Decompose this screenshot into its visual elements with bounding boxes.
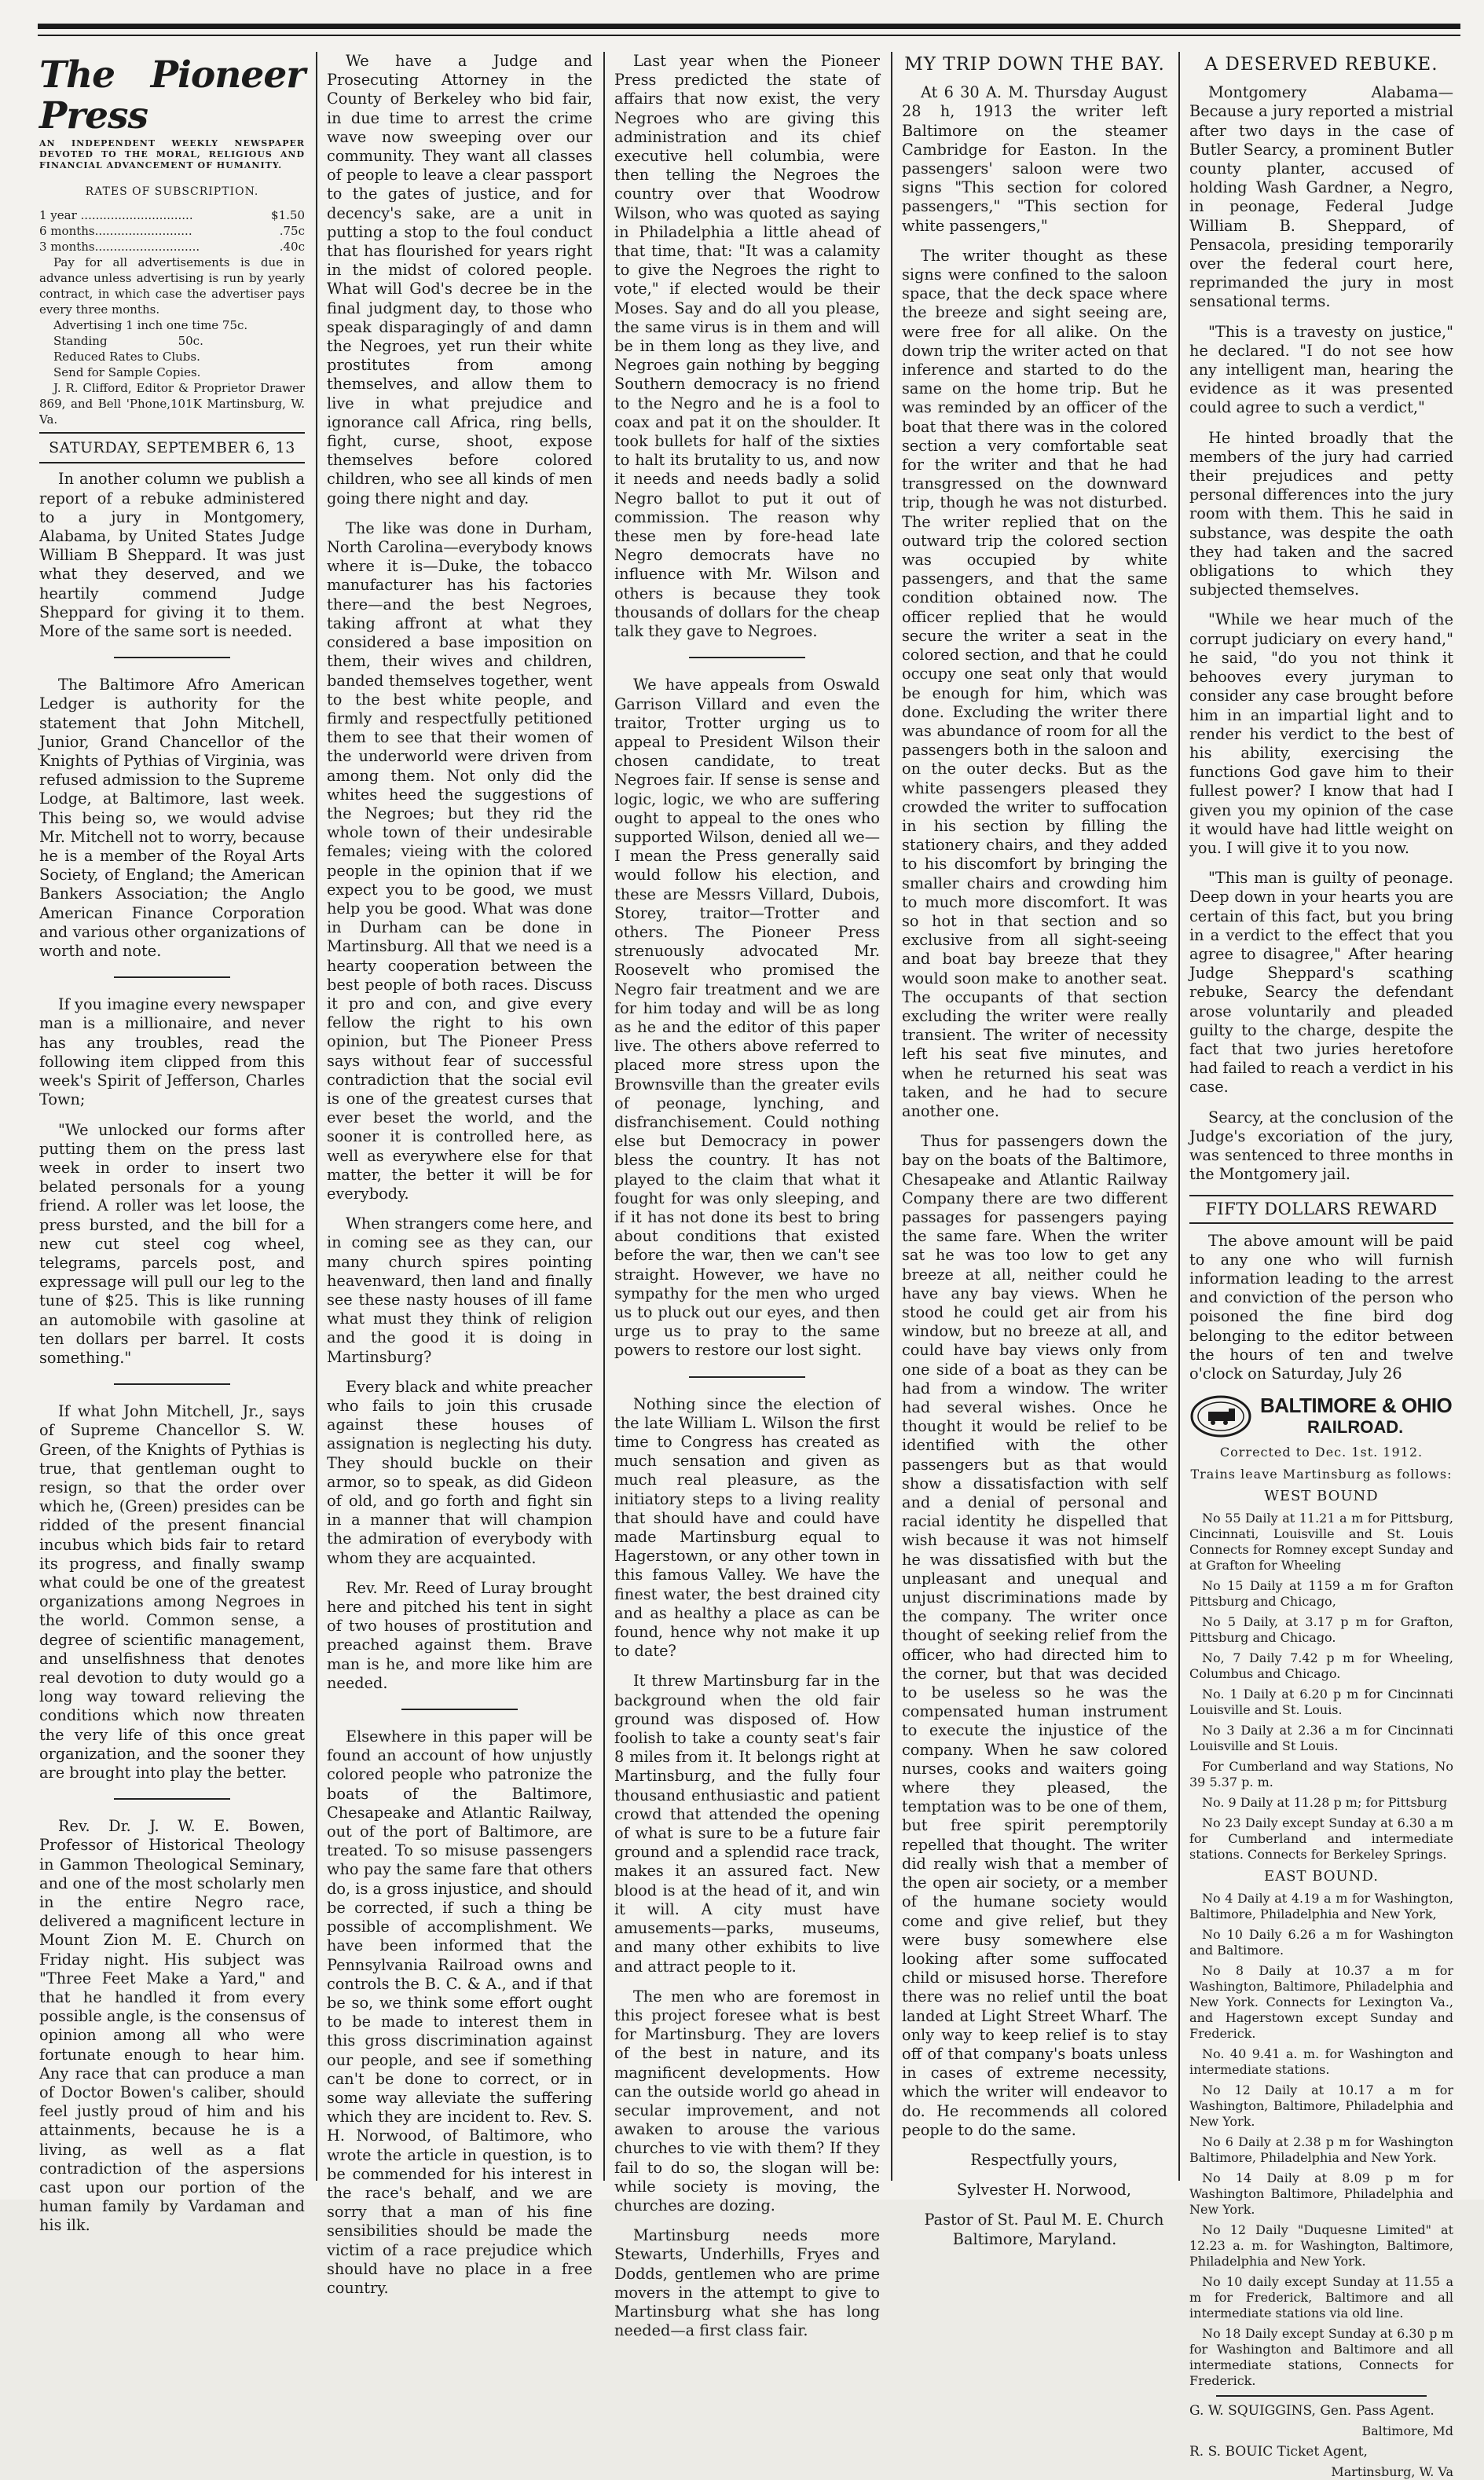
corrected-date: Corrected to Dec. 1st. 1912. <box>1219 1445 1424 1460</box>
article-paragraph: "While we hear much of the corrupt judiciary on every hand," he said, "do you not think it behooves every juryman to consider any case brought before him in an impartial light and to render his verdict to the best of his ability, exercising the functions God gave him to their fullest power? I know that had I given you my opinion of the case it would have had little weight on you. I will give it to you now. <box>1189 610 1453 857</box>
train-entry: No 4 Daily at 4.19 a m for Washington, Baltimore, Philadelphia and New York, <box>1189 1891 1453 1922</box>
column-rule <box>1178 52 1180 2181</box>
train-entry: No 8 Daily at 10.37 a m for Washington, Baltimore, Philadelphia and New York. Connects for Lexington Va., and Hagerstown except Sunday and Frederick. <box>1189 1963 1453 2042</box>
separator <box>114 1798 231 1800</box>
article-paragraph: Every black and white preacher who fails to join this crusade against these houses of assignation is neglecting his duty. They should buckle on their armor, so to speak, as did Gideon of old, and go forth and fight sin in a manner that will champion the admiration of everybody with whom they are acquainted. <box>327 1377 592 1567</box>
article-paragraph: If what John Mitchell, Jr., says of Supreme Chancellor S. W. Green, of the Knights of Pythias is true, that gentleman ought to resign, so that the order over which he, (Green) presides can be ridded of the present financial incubus which bids fair to retard its progress, and finally swamp what could be one of the greatest organizations among Negroes in the world. Common sense, a degree of scientific management, and unselfishness that denotes real devotion to duty would go a long way toward relieving the conditions which now threaten the very life of this once great organization, and the sooner they are brought into play the better. <box>39 1402 305 1782</box>
column-2 <box>327 52 592 2297</box>
article-paragraph: In another column we publish a report of a rebuke administered to a jury in Montgomery, Alabama, by United States Judge William B Sheppard. It was just what they deserved, and we heartily commend Judge Sheppard for giving it to them. More of the same sort is needed. <box>39 470 305 641</box>
train-entry: No 10 Daily 6.26 a m for Washington and Baltimore. <box>1189 1927 1453 1958</box>
article-paragraph: We have appeals from Oswald Garrison Villard and even the traitor, Trotter urging us to appeal to President Wilson their chosen candidate, to treat Negroes fair. If sense is sense and logic, logic, we who are suffering ought to appeal to the ones who supported Wilson, denied all we—I mean the Press generally said would follow his election, and these are Messrs Villard, Dubois, Storey, traitor—Trotter and others. The Pioneer Press strenuously advocated Mr. Roosevelt who promised the Negro fair treatment and we are for him today and will be as long as he and the editor of this paper live. The others above referred to placed more stress upon the Brownsville than the greater evils of peonage, lynching, and disfranchisement. Could nothing else but Democracy in power bless the country. It has not played to the claim that what it fought for was only sleeping, and if it has not done its best to bring about conditions that existed before the war, then we can't see straight. However, we have no sympathy for the men who urged us to pluck out our eyes, and then urge us to pray to the same powers to restore our lost sight. <box>614 676 880 1360</box>
article-paragraph: Rev. Dr. J. W. E. Bowen, Professor of Historical Theology in Gammon Theological Seminary, and one of the most scholarly men in the entire Negro race, delivered a magnificent lecture in Mount Zion M. E. Church on Friday night. His subject was "Three Feet Make a Yard," and that he handled it from every possible angle, is the consensus of opinion among all who were fortunate enough to hear him. Any race that can produce a man of Doctor Bowen's caliber, should feel justly proud of him and his attainments, because he is a living, as well as a flat contradiction of the aspersions cast upon our portion of the human family by Vardaman and his ilk. <box>39 1817 305 2235</box>
article-paragraph: The Baltimore Afro American Ledger is authority for the statement that John Mitchell, Junior, Grand Chancellor of the Knights of Pythias of Virginia, was refused admission to the Supreme Lodge, at Baltimore, last week. This being so, we would advise Mr. Mitchell not to worry, because he is a member of the Royal Arts Society, of England; the American Bankers Association; the Anglo American Finance Corporation and various other organizations of worth and note. <box>39 676 305 961</box>
article-paragraph: The men who are foremost in this project foresee what is best for Martinsburg. They are lovers of the best in nature, and its magnificent developments. How can the outside world go ahead in secular improvement, and not awaken to arouse the various churches to vie with them? If they fail to do so, the slogan will be: while society is moving, the churches are dozing. <box>614 1987 880 2214</box>
separator <box>689 1376 806 1378</box>
article-paragraph: The like was done in Durham, North Carolina—everybody knows where it is—Duke, the tobacco manufacturer has his factories there—and the best Negroes, taking affront at what they considered a base imposition on them, their wives and children, banded themselves together, went to the best white people, and firmly and respectfully petitioned them to see that their women of the underworld were driven from among them. Not only did the whites heed the suggestions of the Negroes; but they rid the whole town of their undesirable females; vieing with the colored people in the opinion that if we expect you to be good, we must help you be good. What was done in Durham can be done in Martinsburg. All that we need is a hearty cooperation between the best people of both races. Discuss it pro and con, and give every fellow the right to his own opinion, but The Pioneer Press says without fear of successful contradiction that the social evil is one of the greatest curses that ever beset the world, and the sooner it is controlled here, as well as everywhere else for that matter, the better it will be for everybody. <box>327 518 592 1203</box>
train-entry: No, 7 Daily 7.42 p m for Wheeling, Columbus and Chicago. <box>1189 1650 1453 1682</box>
masthead-title: The Pioneer Press <box>39 53 305 137</box>
train-entry: No. 40 9.41 a. m. for Washington and intermediate stations. <box>1189 2046 1453 2078</box>
masthead-subtitle: AN INDEPENDENT WEEKLY NEWSPAPER DEVOTED TO THE MORAL, RELIGIOUS AND FINANCIAL ADVANCEMENT OF HUMANITY. <box>39 138 305 170</box>
railroad-name: BALTIMORE & OHIO <box>1260 1394 1453 1418</box>
train-entry: No 12 Daily at 10.17 a m for Washington, Baltimore, Philadelphia and New York. <box>1189 2083 1453 2130</box>
separator <box>1216 2395 1427 2397</box>
top-rule-thin <box>38 35 1460 36</box>
article-paragraph: He hinted broadly that the members of the jury had carried their prejudices and petty personal differences into the jury room with them. This he said in substance, was despite the oath they had taken and the sacred obligations to which they subjected themselves. <box>1189 428 1453 599</box>
separator <box>401 1709 518 1710</box>
rate-row: 3 months............................ .40c <box>39 240 305 255</box>
article-paragraph: We have a Judge and Prosecuting Attorney in the County of Berkeley who bid fair, in due time to arrest the crime wave now sweeping over our community. They want all classes of people to leave a clear passport to the gates of justice, and for decency's sake, are a unit in putting a stop to the foul conduct that has flourished for years right in the midst of colored people. What will God's decree be in the final judgment day, to those who speak disparagingly of and damn the Negroes, yet run their white prostitutes from among themselves, and allow them to live in what prejudice and ignorance call Africa, ring bells, fight, curse, shoot, expose themselves before colored children, who see all kinds of men going there night and day. <box>327 52 592 507</box>
reward-heading: FIFTY DOLLARS REWARD <box>1189 1195 1453 1223</box>
article-paragraph: Montgomery Alabama—Because a jury reported a mistrial after two days in the case of Butler Searcy, a prominent Butler county planter, accused of holding Wash Gardner, a Negro, in peonage, Federal Judge William B. Sheppard, of Pensacola, presiding temporarily over the federal court here, reprimanded the jury in most sensational terms. <box>1189 83 1453 311</box>
dateline: SATURDAY, SEPTEMBER 6, 13 <box>39 432 305 463</box>
column-1 <box>39 52 305 2235</box>
train-entry: No 6 Daily at 2.38 p m for Washington Baltimore, Philadelphia and New York. <box>1189 2134 1453 2166</box>
agent-1-location: Baltimore, Md <box>1361 2423 1453 2439</box>
rate-row: 1 year .............................. $1.50 <box>39 208 305 223</box>
article-paragraph: If you imagine every newspaper man is a millionaire, and never has any troubles, read the following item clipped from this week's Spirit of Jefferson, Charles Town; <box>39 995 305 1109</box>
article-paragraph: "This is a travesty on justice," he declared. "I do not see how any intelligent man, hearing the evidence as it was presented could agree to such a verdict," <box>1189 322 1453 417</box>
east-bound-heading: EAST BOUND. <box>1264 1868 1379 1885</box>
column-3 <box>614 52 880 2340</box>
top-rule <box>38 24 1460 29</box>
west-bound-heading: WEST BOUND <box>1264 1488 1379 1505</box>
article-paragraph: Elsewhere in this paper will be found an account of how unjustly colored people who patronize the boats of the Baltimore, Chesapeake and Atlantic Railway, out of the port of Baltimore, are treated. To so misuse passengers who pay the same fare that others do, is a gross injustice, and should be corrected, if such a thing be possible of accomplishment. We have been informed that the Pennsylvania Railroad owns and controls the B. C. & A., and if that be so, we think some effort ought to be made to interest them in this gross discrimination against our people, and see if something can't be done to correct, or in some way alleviate the suffering which they are incident to. Rev. S. H. Norwood, of Baltimore, who wrote the article in question, is to be commended for his interest in the race's behalf, and we are sorry that a man of his fine sensibilities should be made the victim of a race prejudice which should have no place in a free country. <box>327 1727 592 2297</box>
reduced-rates: Reduced Rates to Clubs. <box>53 350 200 364</box>
separator <box>114 976 231 978</box>
railroad-seal-icon <box>1189 1394 1252 1438</box>
agent-2-location: Martinsburg, W. Va <box>1331 2464 1453 2480</box>
reward-text: The above amount will be paid to any one who will furnish information leading to the arrest and conviction of the person who poisoned the fine bird dog belonging to the editor between the hours of ten and twelve o'clock on Saturday, July 26 <box>1189 1231 1453 1383</box>
pay-note: Pay for all advertisements is due in advance unless advertising is run by yearly contract, in which case the advertiser pays every three months. <box>39 255 305 317</box>
standing-line: Standing 50c. <box>53 334 203 349</box>
rate-row: 6 months.......................... .75c <box>39 224 305 239</box>
train-entry: No 10 daily except Sunday at 11.55 a m for Frederick, Baltimore and all intermediate stations via old line. <box>1189 2274 1453 2321</box>
column-4 <box>902 52 1167 2248</box>
train-entry: For Cumberland and way Stations, No 39 5.37 p. m. <box>1189 1759 1453 1790</box>
article-paragraph: When strangers come here, and in coming see as they can, our many church spires pointing heavenward, then land and finally see these nasty houses of ill fame what must they think of religion and the good it is doing in Martinsburg? <box>327 1214 592 1366</box>
train-entry: No 18 Daily except Sunday at 6.30 p m for Washington and Baltimore and all intermediate stations, Connects for Frederick. <box>1189 2326 1453 2389</box>
article-paragraph: The writer thought as these signs were confined to the saloon space, that the deck space where the breeze and sight seeing are, were free for all alike. On the down trip the writer acted on that inference and started to do the same on the home trip. But he was reminded by an officer of the boat that there was in the colored section a very comfortable seat for the writer and that he had transgressed on the downward trip, though he was not disturbed. The writer replied that on the outward trip the colored section was occupied by white passengers, and that the same condition obtained now. The officer replied that he would secure the writer a seat in the colored section, and that he could occupy one seat only that would be enough for him, which was done. Excluding the writer there was abundance of room for all the passengers both in the saloon and on the outer decks. But as the white passengers pleased they crowded the writer to suffocation in his section by filling the stationery chairs, and they added to his discomfort by bringing the smaller chairs and crowding him to much more discomfort. It was so hot in that section and so exclusive from all sight-seeing and boat bay breeze that they would soon make to another seat. The occupants of that section excluding the writer were really transient. The writer of necessity left his seat five minutes, and when he returned his seat was taken, and he had to secure another one. <box>902 246 1167 1120</box>
article-heading: MY TRIP DOWN THE BAY. <box>904 54 1165 75</box>
separator <box>689 657 806 658</box>
train-entry: No 12 Daily "Duquesne Limited" at 12.23 a. m. for Washington, Baltimore, Philadelphia and New York. <box>1189 2222 1453 2269</box>
editor-line: J. R. Clifford, Editor & Proprietor Drawer 869, and Bell 'Phone,101K Martinsburg, W. Va. <box>39 381 305 427</box>
train-entry: No 3 Daily at 2.36 a m for Cincinnati Louisville and St Louis. <box>1189 1723 1453 1754</box>
article-paragraph: Last year when the Pioneer Press predicted the state of affairs that now exist, the very Negroes who are giving this administration and its chief executive hell columbia, were then telling the Negroes the country over that Woodrow Wilson, who was quoted as saying in Philadelphia a little ahead of that time, that: "It was a calamity to give the Negroes the right to vote," if elected would be their Moses. Say and do all you please, the same virus is in them and will be in them long as they live, and Negroes gain nothing by begging Southern democracy is no friend to the Negro and he is a fool to coax and pat it on the shoulder. It took bullets for half of the sixties to halt its brutality to us, and now it needs and needs badly a solid Negro ballot to put it out of commission. The reason why these men by fore-head late Negro democrats have no influence with Mr. Wilson and others is because they took thousands of dollars for the cheap talk they gave to Negroes. <box>614 52 880 641</box>
timetable <box>1189 1445 1453 2480</box>
article-paragraph: Rev. Mr. Reed of Luray brought here and pitched his tent in sight of two houses of prostitution and preached against them. Brave man is he, and more like him are needed. <box>327 1578 592 1692</box>
signer-title: Pastor of St. Paul M. E. Church Baltimore, Maryland. <box>924 2211 1164 2248</box>
train-entry: No 55 Daily at 11.21 a m for Pittsburg, Cincinnati, Louisville and St. Louis Connects for Romney except Sunday and at Grafton for Wheeling <box>1189 1511 1453 1573</box>
article-paragraph: It threw Martinsburg far in the background when the old fair ground was disposed of. How foolish to take a county seat's fair 8 miles from it. It belongs right at Martinsburg, and the fully four thousand enthusiastic and patient crowd that attended the opening of what is sure to be a future fair ground and a splendid race track, makes it an assured fact. New blood is at the head of it, and win it will. A city must have amusements—parks, museums, and many other exhibits to live and attract people to it. <box>614 1672 880 1976</box>
article-paragraph: "We unlocked our forms after putting them on the press last week in order to insert two belated personals for a young friend. A roller was let loose, the press bursted, and the bill for a new cut steel cog wheel, telegrams, parcels post, and expressage will pull our leg to the tune of $25. This is like running an automobile with gasoline at ten dollars per barrel. It costs something." <box>39 1120 305 1367</box>
signer-name: Sylvester H. Norwood, <box>957 2181 1131 2200</box>
rates-heading: RATES OF SUBSCRIPTION. <box>85 185 259 198</box>
sample-copies: Send for Sample Copies. <box>53 365 201 380</box>
article-paragraph: Searcy, at the conclusion of the Judge's excoriation of the jury, was sentenced to three months in the Montgomery jail. <box>1189 1108 1453 1184</box>
column-5 <box>1189 52 1453 2480</box>
article-paragraph: "This man is guilty of peonage. Deep down in your hearts you are certain of this fact, but you bring in a verdict to the effect that you agree to disagree," After hearing Judge Sheppard's scathing rebuke, Searcy the defendant arose voluntarily and pleaded guilty to the charge, despite the fact that two juries heretofore had failed to reach a verdict in his case. <box>1189 869 1453 1097</box>
railroad-word: RAILROAD. <box>1307 1417 1404 1438</box>
agent-1: G. W. SQUIGGINS, Gen. Pass Agent. <box>1189 2403 1435 2420</box>
column-rule <box>891 52 892 2181</box>
article-paragraph: Martinsburg needs more Stewarts, Underhills, Fryes and Dodds, gentlemen who are prime movers in the attempt to give to Martinsburg what she has long needed—a first class fair. <box>614 2226 880 2340</box>
trains-leave: Trains leave Martinsburg as follows: <box>1190 1467 1453 1482</box>
train-entry: No 23 Daily except Sunday at 6.30 a m for Cumberland and intermediate stations. Connects for Berkeley Springs. <box>1189 1815 1453 1863</box>
separator <box>114 1383 231 1385</box>
adv-line: Advertising 1 inch one time 75c. <box>53 318 248 333</box>
article-heading: A DESERVED REBUKE. <box>1204 54 1438 75</box>
train-entry: No 14 Daily at 8.09 p m for Washington Baltimore, Philadelphia and New York. <box>1189 2170 1453 2218</box>
article-paragraph: Thus for passengers down the bay on the boats of the Baltimore, Chesapeake and Atlantic Railway Company there are two different passages for passengers paying the same fare. When the writer sat he was too low to get any breeze at all, neither could he have any bay views. When he stood he could get air from his window, but no breeze at all, and could have bay views only from one side of a boat as they can be had from a window. The writer had several wishes. Once he thought it would be relief to be identified with the other passengers but as that would show a dissatisfaction with self and a denial of personal and racial identity he dispelled that wish because it was not himself he was dissatisfied with but the unpleasant and unequal and unjust discriminations made by the company. The writer once thought of seeking relief from the officer, who had directed him to the corner, but that was decided to be useless so he was the compensated human instrument to execute the injustice of the company. When he saw colored nurses, cooks and waiters going where they pleased, the temptation was to be one of them, but free spirit peremptorily repelled that thought. The writer did really wish that a member of the open air society, or a member of the humane society would come and give relief, but they were busy somewhere else looking after some suffocated child or misused horse. Therefore there was no relief until the boat landed at Light Street Wharf. The only way to keep relief is to stay off of that company's boats unless in cases of extreme necessity, which the writer will endeavor to do. He recommends all colored people to do the same. <box>902 1132 1167 2139</box>
agent-2: R. S. BOUIC Ticket Agent, <box>1189 2444 1368 2460</box>
train-entry: No 15 Daily at 1159 a m for Grafton Pittsburg and Chicago, <box>1189 1578 1453 1610</box>
separator <box>114 657 231 658</box>
train-entry: No. 1 Daily at 6.20 p m for Cincinnati Louisville and St. Louis. <box>1189 1687 1453 1718</box>
article-paragraph: At 6 30 A. M. Thursday August 28 h, 1913 the writer left Baltimore on the steamer Cambridge for Easton. In the passengers' saloon were two signs "This section for colored passengers," "This section for white passengers," <box>902 83 1167 235</box>
train-entry: No. 9 Daily at 11.28 p m; for Pittsburg <box>1202 1795 1448 1811</box>
railroad-logo <box>1189 1394 1453 1438</box>
train-entry: No 5 Daily, at 3.17 p m for Grafton, Pittsburg and Chicago. <box>1189 1614 1453 1646</box>
column-rule <box>316 52 317 2181</box>
closing: Respectfully yours, <box>970 2150 1118 2169</box>
column-rule <box>603 52 605 2181</box>
article-paragraph: Nothing since the election of the late William L. Wilson the first time to Congress has created as much sensation and given as much real pleasure, as the initiatory steps to a living reality that should have and could have made Martinsburg equal to Hagerstown, or any other town in this famous Valley. We have the finest water, the best drained city and as healthy a place as can be found, hence why not make it up to date? <box>614 1394 880 1661</box>
